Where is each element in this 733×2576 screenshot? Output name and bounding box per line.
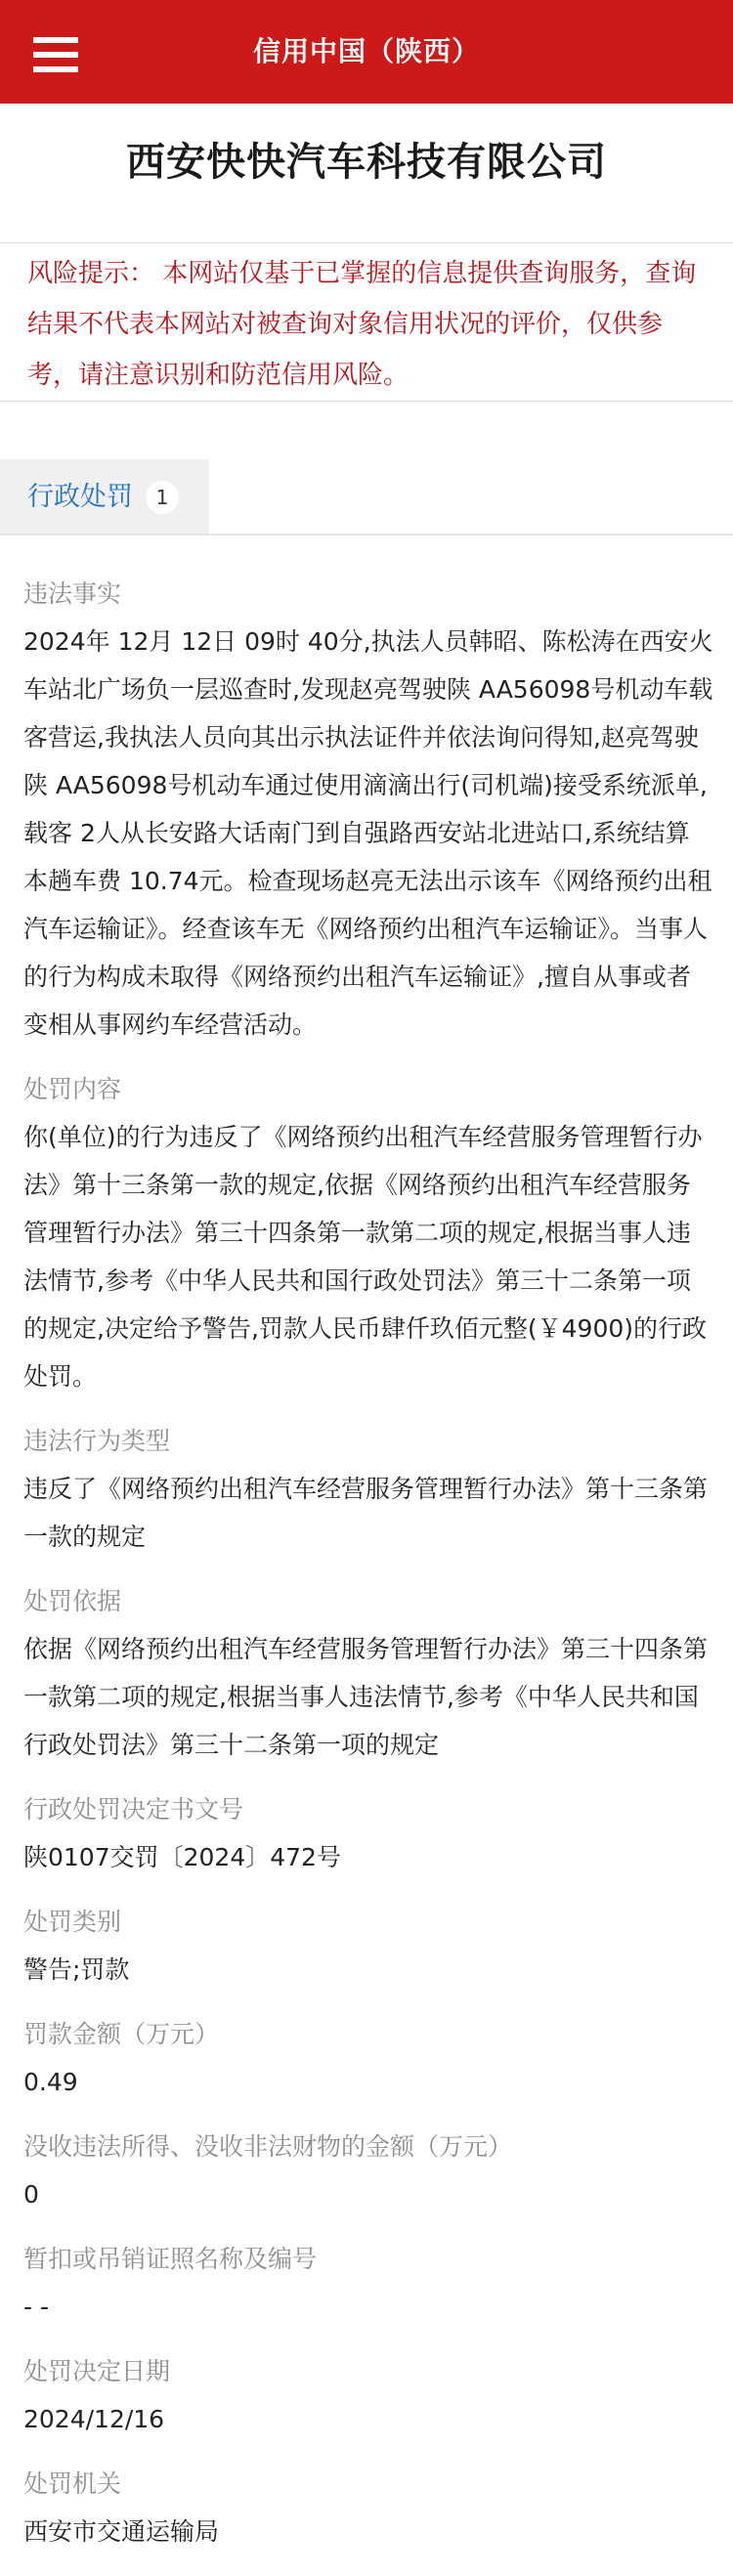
field-fine-amount: [23, 2011, 713, 2106]
field-violation-type: [23, 1418, 713, 1561]
field-license-suspension: [23, 2236, 713, 2331]
field-label: 处罚依据: [23, 1587, 122, 1615]
field-penalty-category: [23, 1899, 713, 1994]
company-name: 西安快快汽车科技有限公司: [126, 140, 607, 185]
field-illegal-facts: [23, 571, 713, 1049]
field-value: 依据《网络预约出租汽车经营服务管理暂行办法》第三十四条第一款第二项的规定,根据当事人违法情节,参考《中华人民共和国行政处罚法》第三十二条第一项的规定: [23, 1635, 709, 1759]
field-value: 违反了《网络预约出租汽车经营服务管理暂行办法》第十三条第一款的规定: [23, 1475, 709, 1551]
field-value: 0: [23, 2180, 39, 2209]
menu-icon-bar: [33, 66, 78, 72]
tab-underline: [0, 534, 733, 536]
field-label: 处罚机关: [23, 2469, 122, 2498]
field-label: 暂扣或吊销证照名称及编号: [23, 2245, 318, 2273]
field-label: 行政处罚决定书文号: [23, 1795, 244, 1824]
field-decision-number: [23, 1786, 713, 1881]
field-value: 陕0107交罚〔2024〕472号: [23, 1843, 341, 1871]
field-penalty-authority: [23, 2461, 713, 2555]
field-label: 处罚内容: [23, 1075, 122, 1103]
tab-bar: [0, 459, 733, 536]
penalty-detail: [23, 571, 713, 2573]
hamburger-menu-icon[interactable]: [33, 37, 78, 74]
field-value: 西安市交通运输局: [23, 2517, 220, 2546]
field-label: 处罚类别: [23, 1908, 122, 1936]
field-penalty-basis: [23, 1578, 713, 1769]
field-decision-date: [23, 2348, 713, 2443]
field-label: 处罚决定日期: [23, 2357, 171, 2385]
field-penalty-content: [23, 1066, 713, 1400]
field-value: 2024年 12月 12日 09时 40分,执法人员韩昭、陈松涛在西安火车站北广场负一层巡查时,发现赵亮驾驶陕 AA56098号机动车载客营运,我执法人员向其出示执法证件并依法询问得知,赵亮驾驶陕 AA56098号机动车通过使用滴滴出行(司机端)接受系统派单,载客 2人从长安路大话南门到自强路西安站北进站口,系统结算本趟车费 10.74元。检查现场赵亮无法出示该车《网络预约出租汽车运输证》。经查该车无《网络预约出租汽车运输证》。当事人的行为构成未取得《网络预约出租汽车运输证》,擅自从事或者变相从事网约车经营活动。: [23, 627, 713, 1039]
menu-icon-bar: [33, 52, 78, 58]
menu-icon-bar: [33, 37, 78, 43]
tab-administrative-penalty[interactable]: [0, 459, 209, 536]
divider: [0, 401, 733, 402]
field-label: 违法事实: [23, 580, 122, 608]
tab-count-badge: 1: [146, 481, 179, 514]
tab-label: 行政处罚: [27, 482, 133, 512]
field-value: 警告;罚款: [23, 1955, 130, 1984]
field-value: 0.49: [23, 2068, 78, 2096]
field-confiscation-amount: [23, 2124, 713, 2218]
app-title: 信用中国（陕西）: [252, 35, 480, 67]
divider: [0, 242, 733, 243]
field-label: 没收违法所得、没收非法财物的金额（万元）: [23, 2132, 513, 2161]
top-app-bar: [0, 0, 733, 104]
field-value: 2024/12/16: [23, 2405, 165, 2433]
field-value: - -: [23, 2293, 49, 2321]
risk-notice: 风险提示： 本网站仅基于已掌握的信息提供查询服务，查询结果不代表本网站对被查询对象信用状况的评价，仅供参考，请注意识别和防范信用风险。: [27, 259, 697, 390]
field-label: 违法行为类型: [23, 1427, 171, 1455]
field-value: 你(单位)的行为违反了《网络预约出租汽车经营服务管理暂行办法》第十三条第一款的规定,依据《网络预约出租汽车经营服务管理暂行办法》第三十四条第一款第二项的规定,根据当事人违法情节,参考《中华人民共和国行政处罚法》第三十二条第一项的规定,决定给予警告,罚款人民币肆仟玖佰元整(￥4900)的行政处罚。: [23, 1123, 708, 1391]
field-label: 罚款金额（万元）: [23, 2020, 220, 2048]
